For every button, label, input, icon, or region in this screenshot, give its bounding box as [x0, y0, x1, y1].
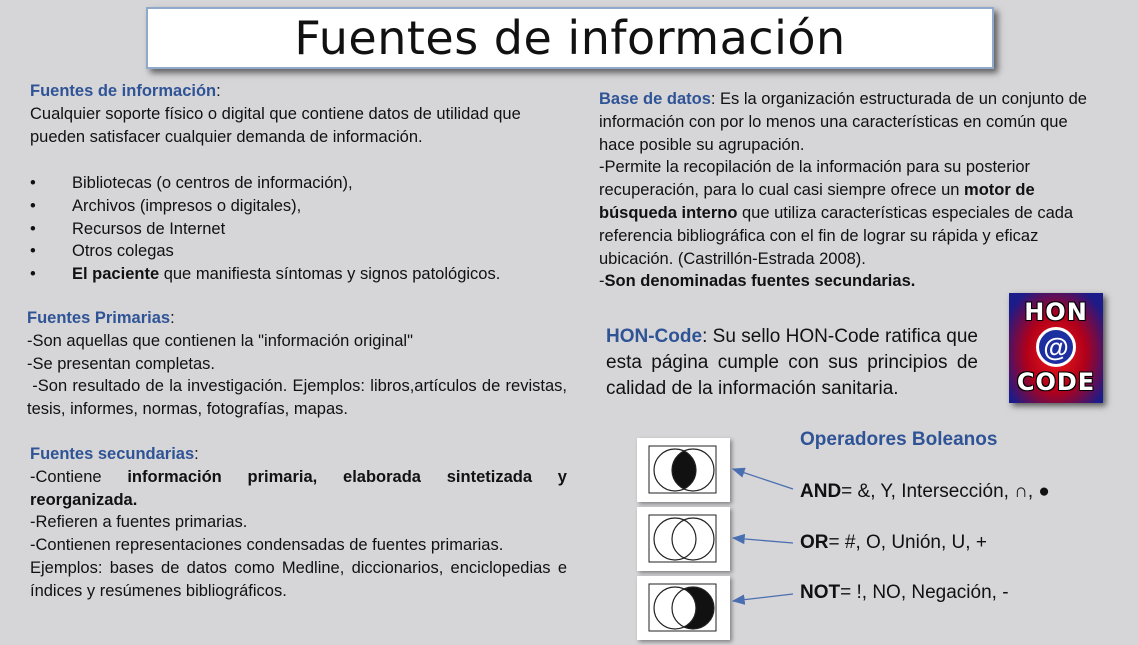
or-arrow: [733, 538, 793, 543]
primary-line: -Son aquellas que contienen la "información original": [27, 331, 413, 350]
operator-or: OR= #, O, Unión, U, +: [800, 532, 987, 553]
definition-text: Cualquier soporte físico o digital que contiene datos de utilidad que pueden satisfacer cualquier demanda de información.: [30, 104, 521, 146]
primary-line: -Se presentan completas.: [27, 354, 216, 373]
database-note: Son denominadas fuentes secundarias.: [604, 272, 916, 291]
database-heading: Base de datos: [599, 90, 711, 108]
hon-heading: HON-Code: [606, 326, 703, 347]
list-item: • Recursos de Internet: [30, 218, 570, 241]
secondary-line: -Refieren a fuentes primarias.: [30, 513, 248, 532]
list-item: • Bibliotecas (o centros de información),: [30, 172, 570, 195]
hon-code-block: HON-Code: Su sello HON-Code ratifica que esta página cumple con sus principios de calidad de la información sanitaria.: [606, 326, 978, 399]
secondary-line: Ejemplos: bases de datos como Medline, diccionarios, enciclopedias e índices y resúmenes bibliográficos.: [30, 558, 567, 600]
not-arrow: [733, 594, 793, 601]
and-arrow: [733, 469, 793, 489]
definition-heading: Fuentes de información: [30, 82, 217, 100]
hon-code-logo: HON @ CODE: [1009, 293, 1103, 403]
secondary-sources-block: Fuentes secundarias: -Contiene información primaria, elaborada sintetizada y reorganizada. -Refieren a fuentes primarias. -Contienen representaciones condensadas de fuentes primarias. Ejemplos: bases de datos como Medline, diccionarios, enciclopedias e índices y resúmenes bibliográficos.: [30, 445, 567, 600]
secondary-line: -Contienen representaciones condensadas de fuentes primarias.: [30, 536, 504, 555]
list-item: • El paciente que manifiesta síntomas y signos patológicos.: [30, 263, 570, 286]
at-icon: @: [1036, 327, 1076, 367]
page-title: Fuentes de información: [294, 11, 846, 65]
list-item: • Otros colegas: [30, 240, 570, 263]
list-item: • Archivos (impresos o digitales),: [30, 195, 570, 218]
definition-colon: :: [216, 82, 221, 100]
primary-heading: Fuentes Primarias: [27, 309, 171, 327]
secondary-heading: Fuentes secundarias: [30, 445, 195, 463]
database-block: Base de datos: Es la organización estructurada de un conjunto de información con por lo menos una características en común que hace posible su agrupación. -Permite la recopilación de la información para su posterior recuperación, para lo cual casi siempre ofrece un motor de búsqueda interno que utiliza características especiales de cada referencia bibliográfica con el fin de lograr su rápida y eficaz ubicación. (Castrillón-Estrada 2008). -Son denominadas fuentes secundarias.: [599, 90, 1087, 291]
operator-and: AND= &, Y, Intersección, ∩, ●: [800, 481, 1050, 502]
operators-title: Operadores Boleanos: [800, 429, 998, 450]
primary-line: -Son resultado de la investigación. Ejemplos: libros,artículos de revistas, tesis, informes, normas, fotografías, mapas.: [27, 377, 572, 419]
primary-sources-block: Fuentes Primarias: -Son aquellas que contienen la "información original" -Se presentan completas. -Son resultado de la investigación. Ejemplos: libros,artículos de revistas, tesis, informes, normas, fotografías, mapas.: [27, 309, 572, 419]
operator-not: NOT= !, NO, Negación, -: [800, 582, 1009, 603]
secondary-bold-text: información primaria, elaborada sintetizada y reorganizada.: [30, 467, 567, 509]
